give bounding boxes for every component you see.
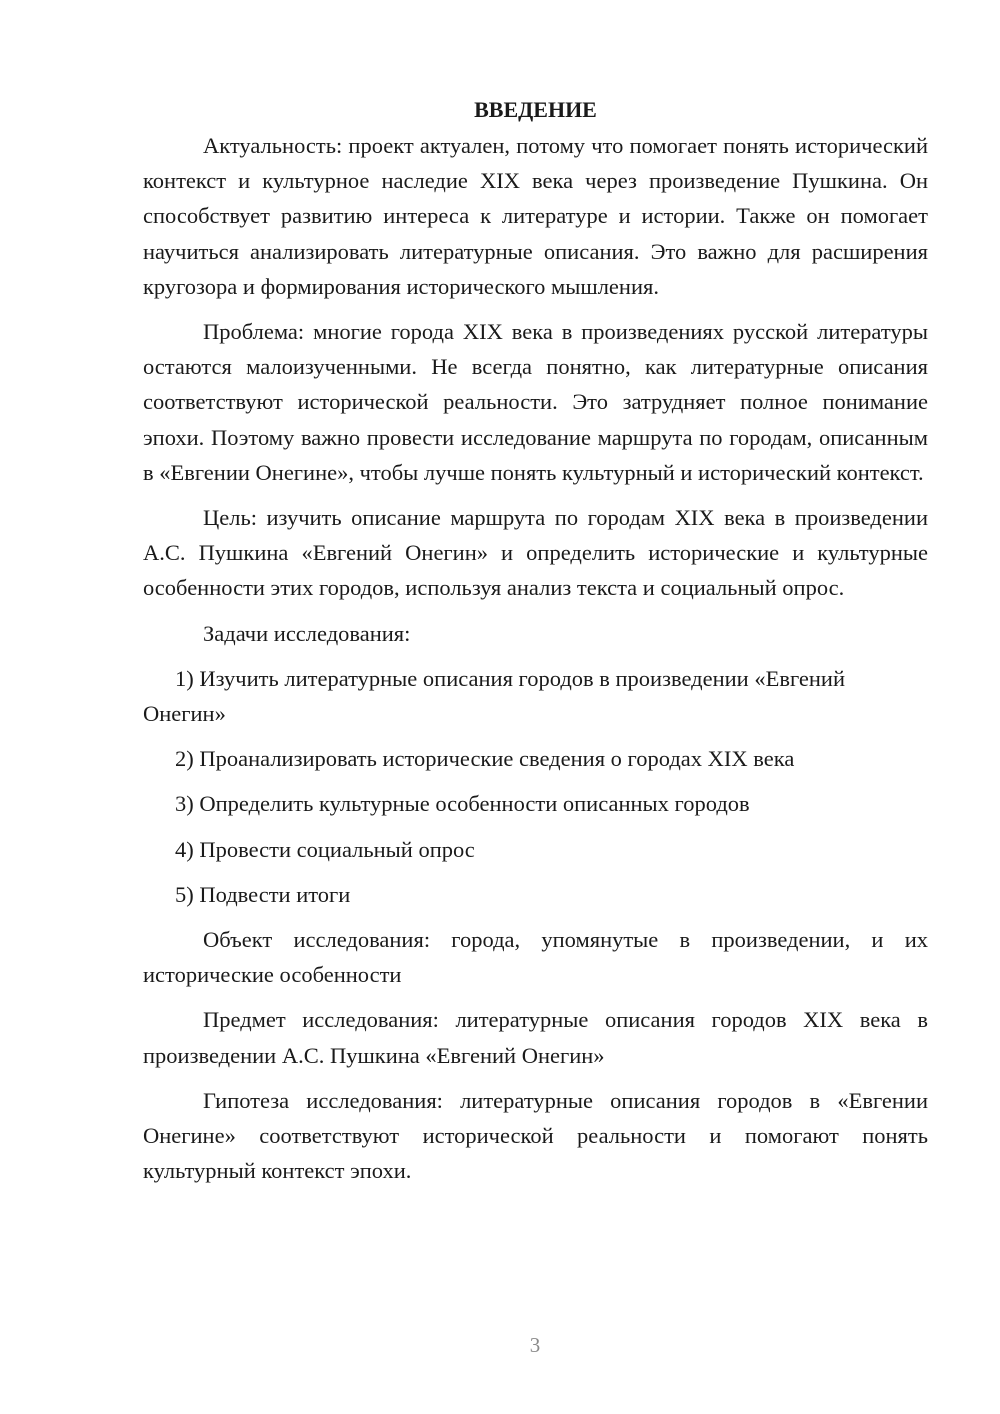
hypothesis-paragraph: Гипотеза исследования: литературные описания городов в «Евгении Онегине» соответствуют исторической реальности и помогают понять культурный контекст эпохи. [143,1087,928,1184]
task-item-3: 3) Определить культурные особенности описанных городов [175,791,750,817]
section-title: ВВЕДЕНИЕ [474,97,597,122]
task-item-1: 1) Изучить литературные описания городов в произведении «Евгений Онегин» [143,665,846,727]
task-item-5: 5) Подвести итоги [175,881,351,907]
subject-paragraph: Предмет исследования: литературные описания городов XIX века в произведении А.С. Пушкина «Евгений Онегин» [143,1007,928,1068]
problem-paragraph: Проблема: многие города XIX века в произведениях русской литературы остаются малоизученными. Не всегда понятно, как литературные описания соответствуют исторической реальности. Это затрудняет полное понимание эпохи. Поэтому важно провести исследование маршрута по городам, описанным в «Евгении Онегине», чтобы лучше понять культурный и исторический контекст. [143,319,928,485]
tasks-heading: Задачи исследования: [203,620,411,646]
document-page [143,94,928,1198]
task-item-4: 4) Провести социальный опрос [175,836,475,862]
page-number: 3 [529,1333,541,1357]
goal-paragraph: Цель: изучить описание маршрута по городам XIX века в произведении А.С. Пушкина «Евгений Онегин» и определить исторические и культурные особенности этих городов, используя анализ текста и социальный опрос. [143,505,928,601]
relevance-paragraph: Актуальность: проект актуален, потому что помогает понять исторический контекст и культурное наследие XIX века через произведение Пушкина. Он способствует развитию интереса к литературе и истории. Также он помогает научиться анализировать литературные описания. Это важно для расширения кругозора и формирования исторического мышления. [143,133,928,299]
task-item-2: 2) Проанализировать исторические сведения о городах XIX века [175,746,795,772]
tasks-list [143,661,928,912]
object-paragraph: Объект исследования: города, упомянутые в произведении, и их исторические особенности [143,927,928,988]
